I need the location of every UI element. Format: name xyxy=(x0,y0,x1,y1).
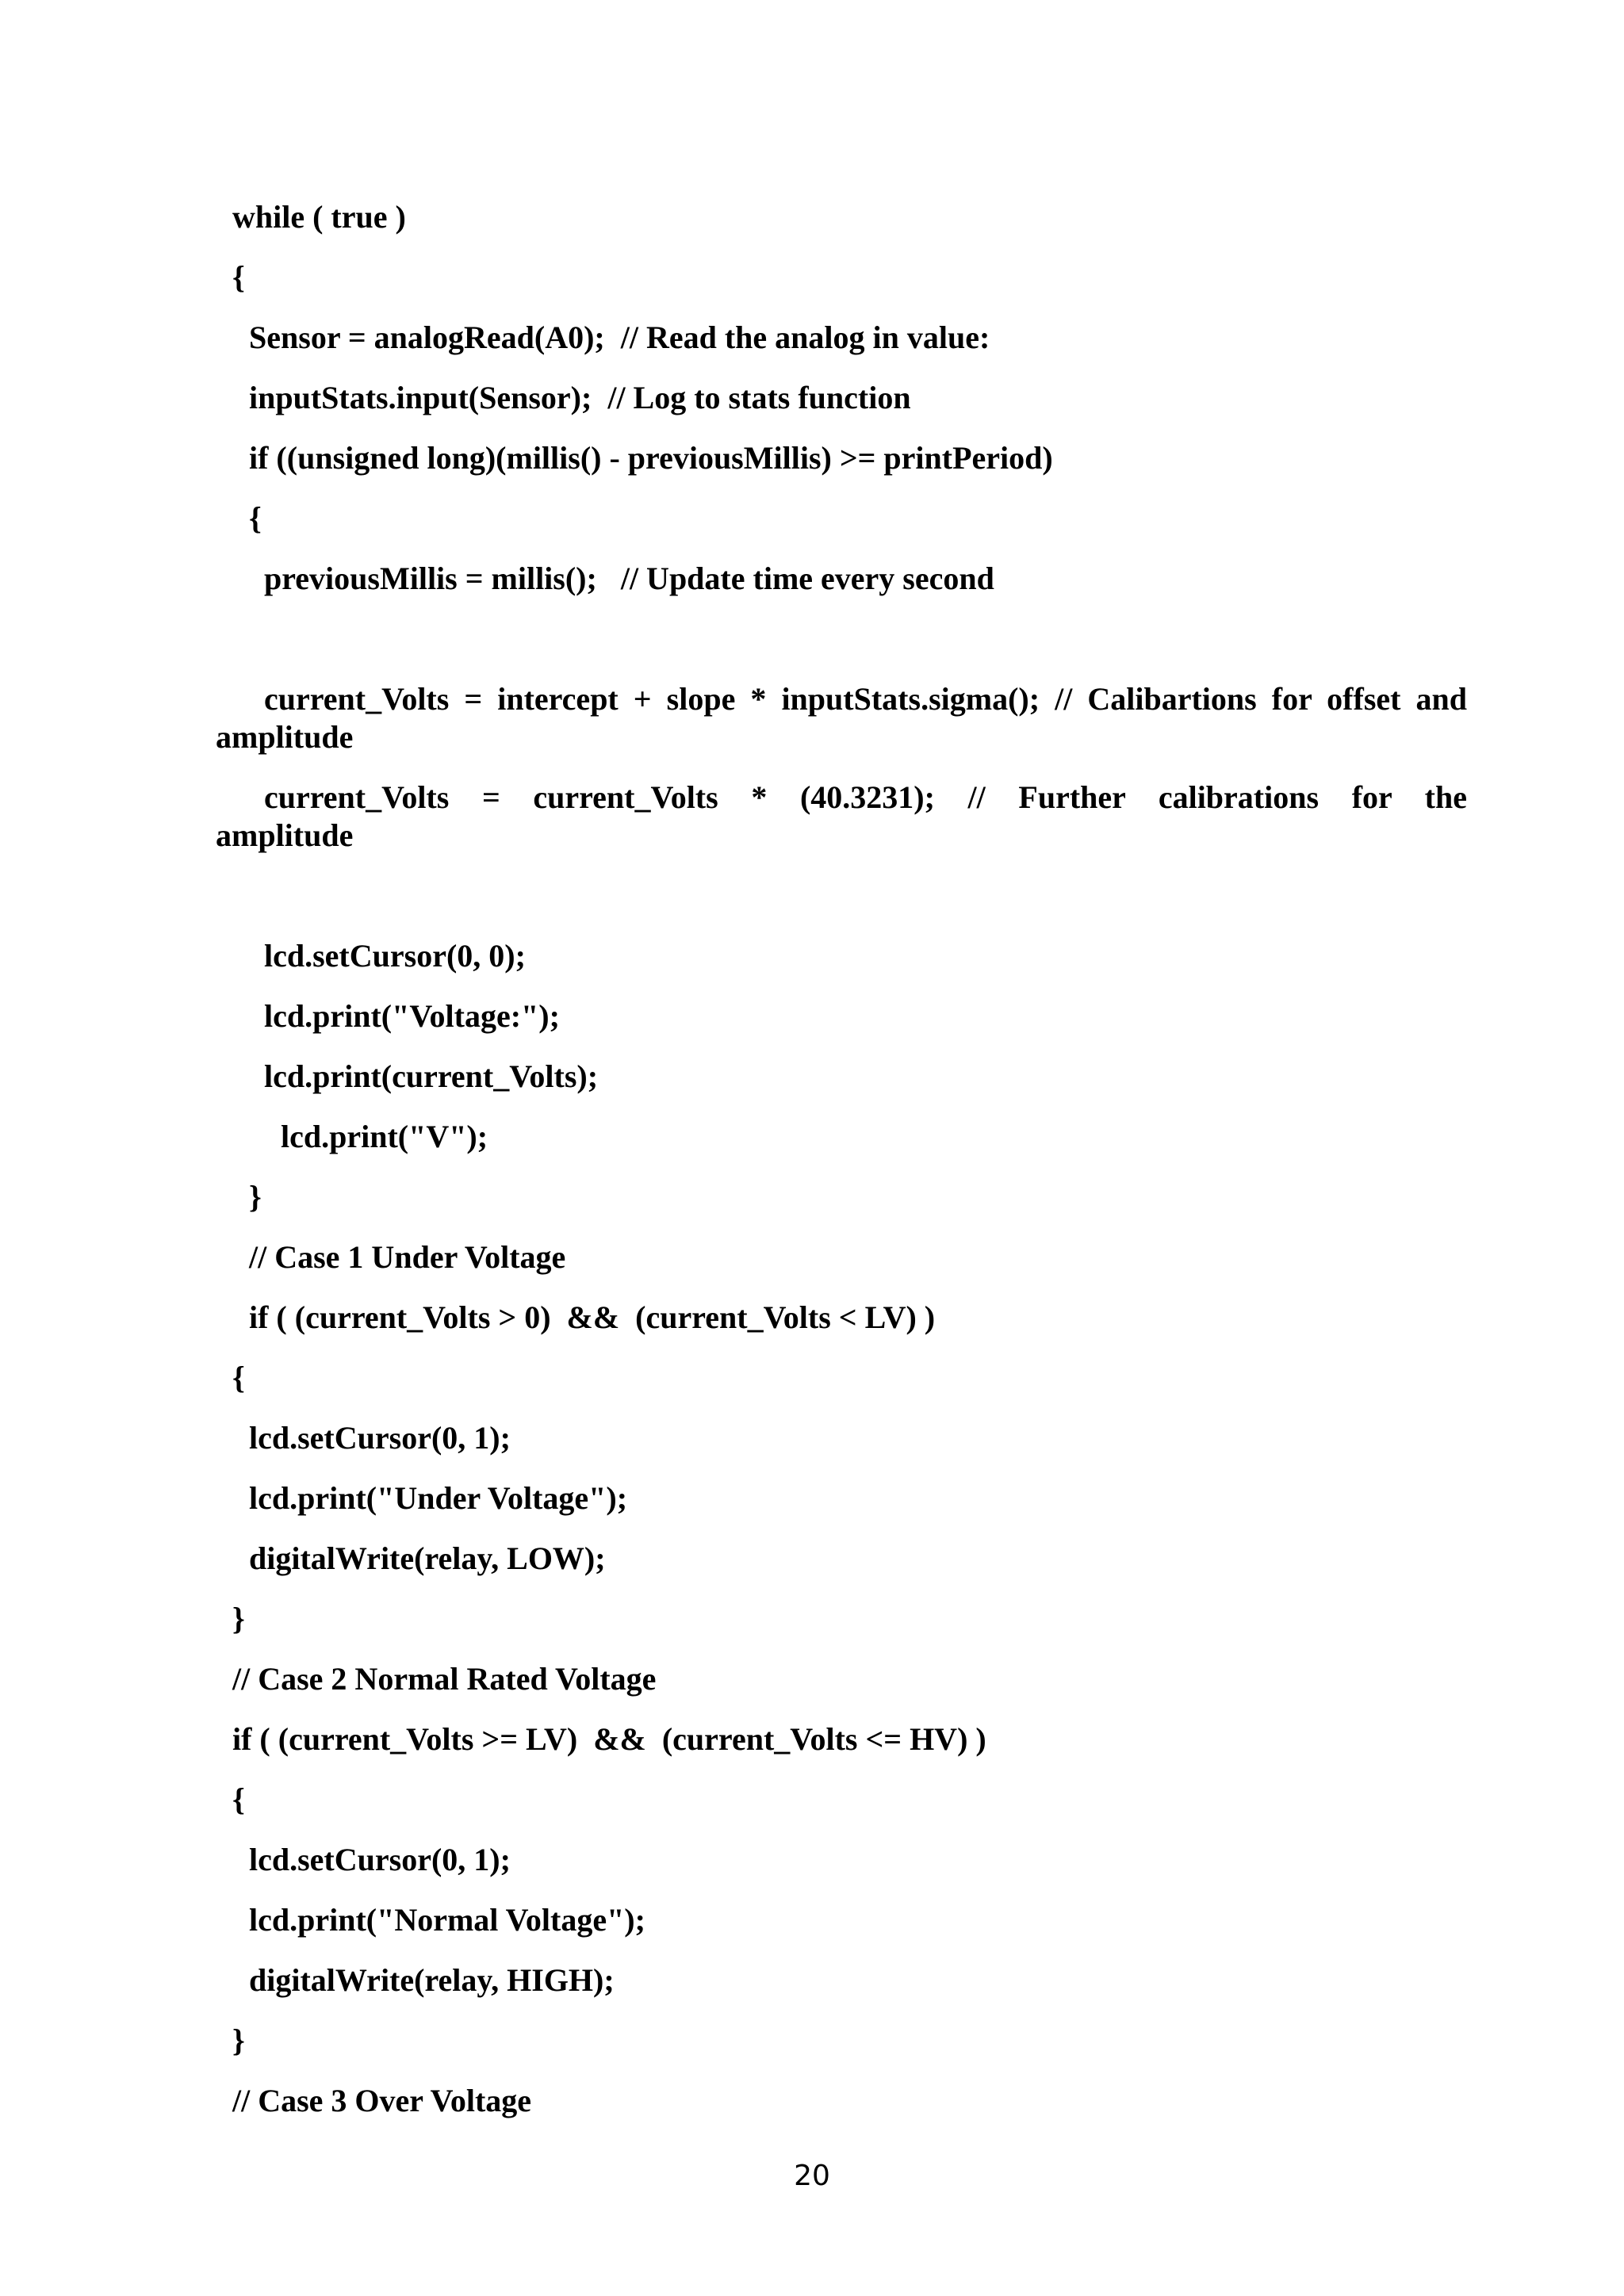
code-line: lcd.print("Under Voltage"); xyxy=(249,1480,628,1516)
code-line: lcd.print("Voltage:"); xyxy=(264,998,560,1034)
code-comment: // Case 1 Under Voltage xyxy=(249,1239,566,1275)
code-line-wrap: amplitude xyxy=(216,719,354,755)
code-line: digitalWrite(relay, HIGH); xyxy=(249,1962,615,1998)
code-line: lcd.setCursor(0, 1); xyxy=(249,1420,511,1456)
code-line: { xyxy=(232,1781,245,1817)
code-paragraph xyxy=(216,680,1467,756)
code-line: lcd.setCursor(0, 1); xyxy=(249,1842,511,1877)
code-line: } xyxy=(232,2022,245,2058)
code-line: current_Volts = intercept + slope * inputStats.sigma(); // Calibartions for offset and xyxy=(264,681,1467,717)
code-line: if ( (current_Volts > 0) && (current_Volts < LV) ) xyxy=(249,1299,936,1335)
code-comment: // Case 3 Over Voltage xyxy=(232,2083,532,2118)
code-line: lcd.print("V"); xyxy=(281,1119,488,1154)
code-line: inputStats.input(Sensor); // Log to stats function xyxy=(249,380,911,415)
code-line: { xyxy=(249,500,262,536)
code-line: current_Volts = current_Volts * (40.3231); // Further calibrations for the xyxy=(264,779,1467,815)
code-line: if ((unsigned long)(millis() - previousMillis) >= printPeriod) xyxy=(249,440,1053,476)
page-number: 20 xyxy=(794,2160,830,2192)
code-line: if ( (current_Volts >= LV) && (current_Volts <= HV) ) xyxy=(232,1721,986,1757)
code-line: lcd.print(current_Volts); xyxy=(264,1058,599,1094)
code-line: lcd.print("Normal Voltage"); xyxy=(249,1902,645,1938)
code-comment: // Case 2 Normal Rated Voltage xyxy=(232,1661,657,1697)
code-line: { xyxy=(232,1360,245,1395)
code-line: Sensor = analogRead(A0); // Read the analog in value: xyxy=(249,320,990,355)
code-line: } xyxy=(232,1601,245,1636)
code-line: { xyxy=(232,259,245,295)
code-paragraph xyxy=(216,779,1467,855)
code-line: while ( true ) xyxy=(232,199,406,235)
code-line: previousMillis = millis(); // Update time every second xyxy=(264,561,994,596)
code-line: } xyxy=(249,1179,262,1215)
code-line-wrap: amplitude xyxy=(216,817,354,853)
code-line: digitalWrite(relay, LOW); xyxy=(249,1540,606,1576)
code-line: lcd.setCursor(0, 0); xyxy=(264,938,526,974)
